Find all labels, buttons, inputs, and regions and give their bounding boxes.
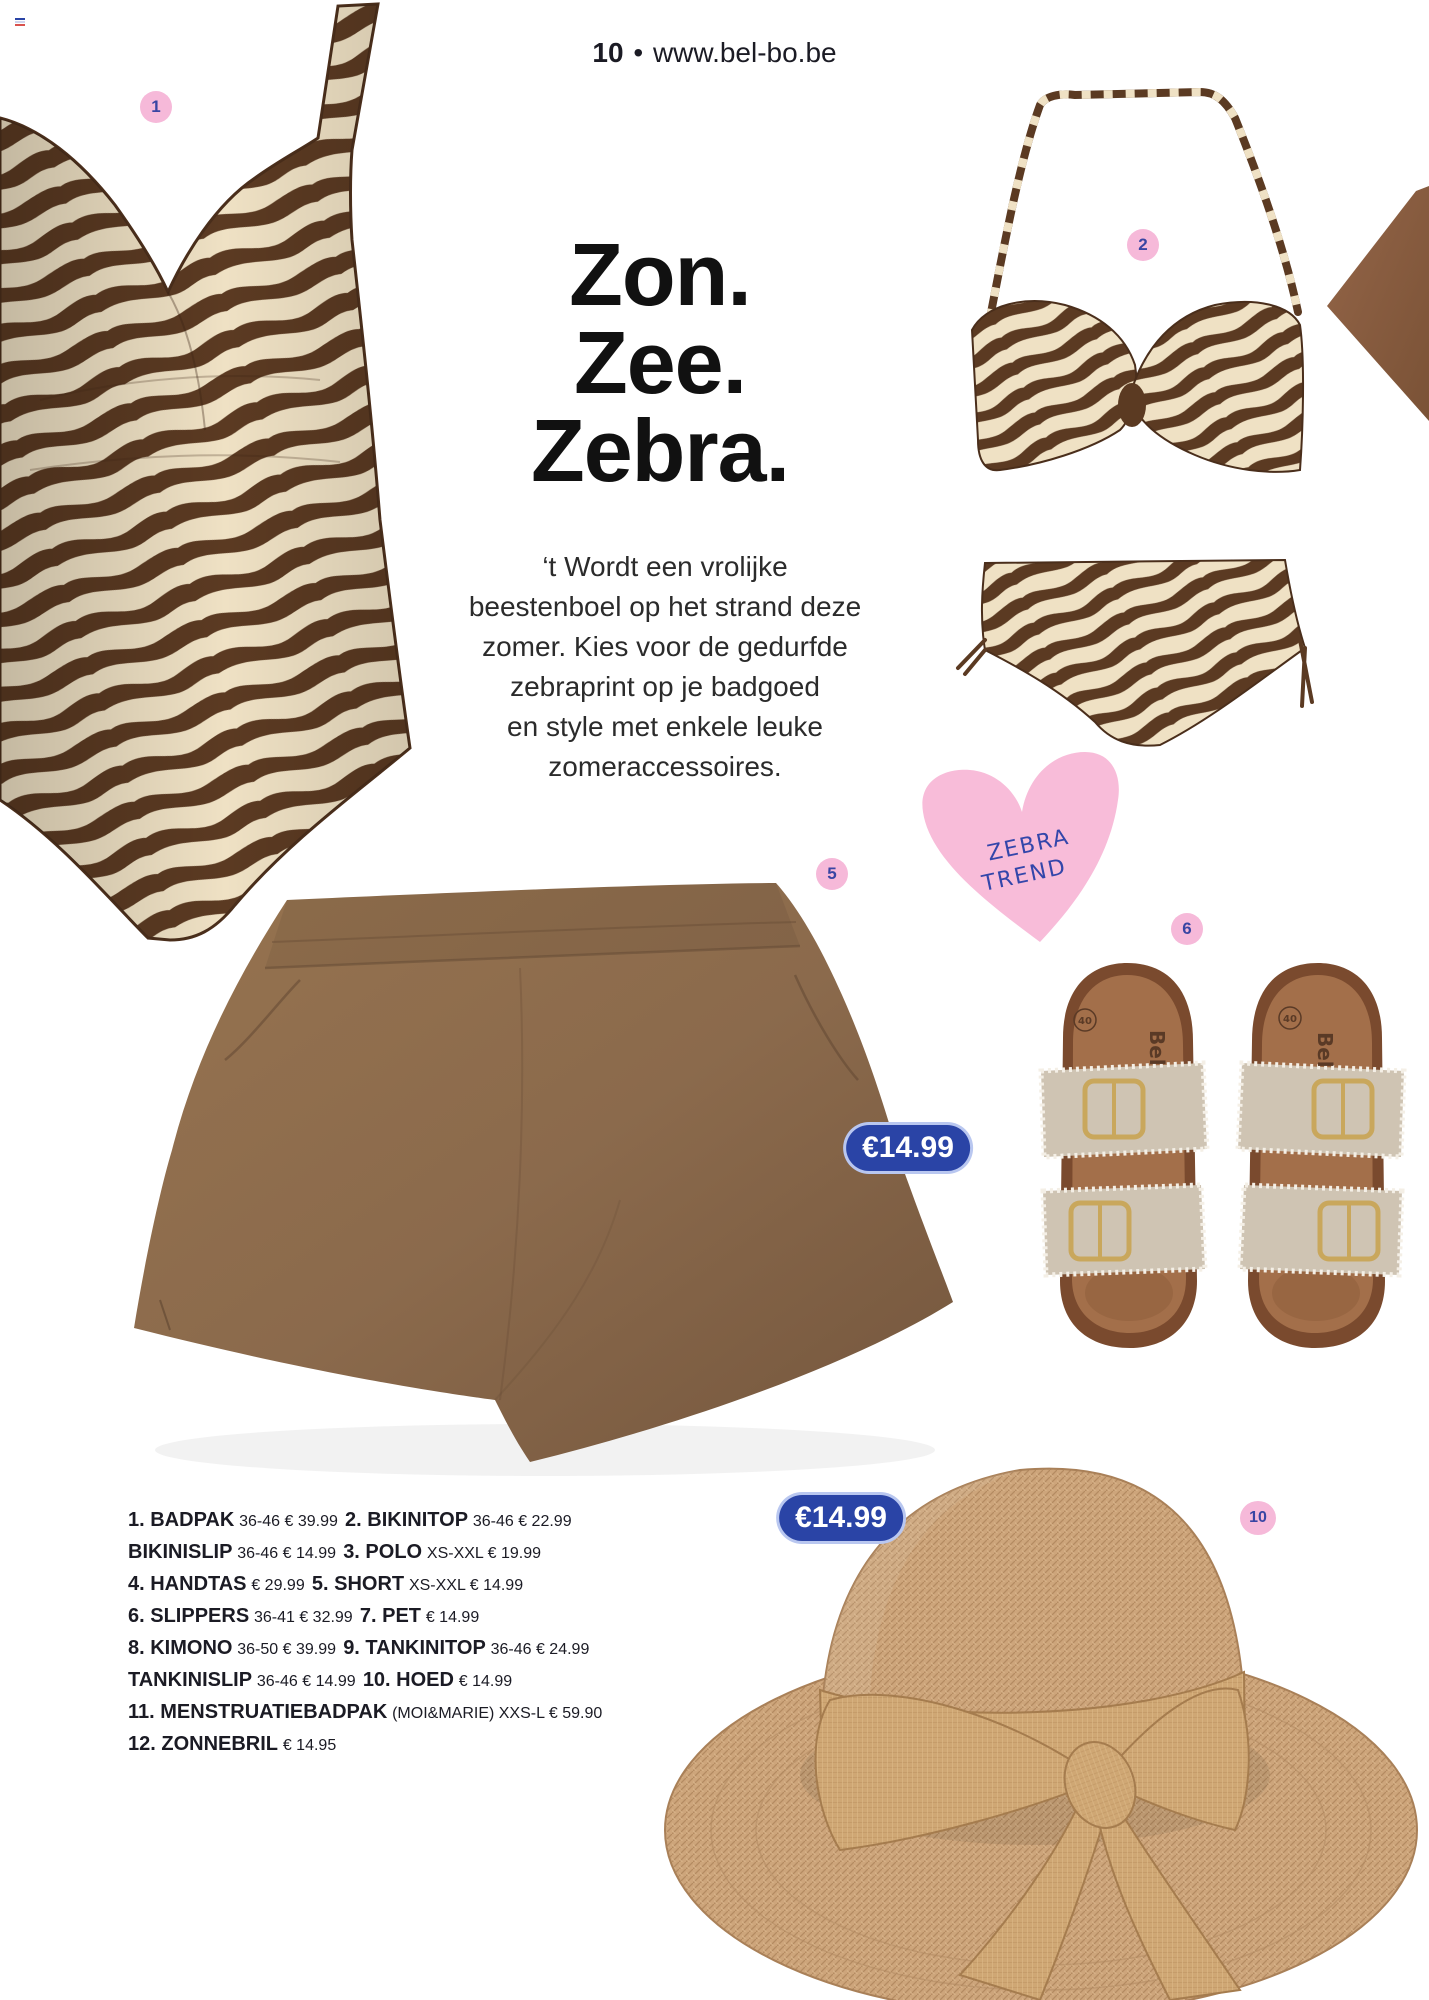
badge-bikini: 2: [1127, 229, 1159, 261]
product-name: 12. ZONNEBRIL: [128, 1733, 279, 1755]
bikinislip-image: [958, 560, 1312, 746]
product-list: [128, 1504, 748, 1760]
badge-slippers: 6: [1171, 913, 1203, 945]
page-number: 10: [592, 37, 624, 68]
product-list-line: [128, 1632, 748, 1664]
product-name: 2. BIKINITOP: [345, 1509, 469, 1531]
product-size-price: € 14.99: [458, 1673, 513, 1690]
product-size-price: 36-50 € 39.99: [237, 1641, 336, 1658]
product-list-line: [128, 1600, 748, 1632]
flag-icon: [15, 18, 25, 26]
product-size-price: (MOI&MARIE) XXS-L € 59.90: [392, 1705, 603, 1722]
website-url: www.bel-bo.be: [652, 37, 837, 68]
price-tag-hoed: €14.99: [779, 1495, 903, 1541]
product-size-price: € 14.99: [425, 1609, 480, 1626]
intro-line: en style met enkele leuke: [507, 711, 823, 742]
product-size-price: XS-XXL € 14.99: [408, 1577, 524, 1594]
product-name: 8. KIMONO: [128, 1637, 233, 1659]
bikinitop-image: [972, 92, 1303, 472]
hoed-image: [665, 1469, 1417, 2000]
product-size-price: 36-46 € 14.99: [256, 1673, 356, 1690]
sandal-left: [1041, 963, 1207, 1348]
headline-line-3: Zebra.: [530, 401, 790, 500]
insole-size-left: 40: [1078, 1016, 1092, 1027]
intro-line: zomeraccessoires.: [548, 751, 782, 782]
product-size-price: 36-46 € 14.99: [237, 1545, 336, 1562]
intro-line: zebraprint op je badgoed: [510, 671, 820, 702]
product-name: 1. BADPAK: [128, 1509, 235, 1531]
page-header: [0, 39, 1429, 67]
product-size-price: € 29.99: [251, 1577, 305, 1594]
short-image: [134, 883, 953, 1476]
sticker-line-trend: TREND: [979, 854, 1070, 897]
product-size-price: 36-41 € 32.99: [253, 1609, 353, 1626]
insole-size-right: 40: [1283, 1014, 1297, 1025]
product-size-price: € 14.95: [282, 1737, 337, 1754]
sticker-line-zebra: ZEBRA: [985, 824, 1073, 867]
insole-logo-right: Bel: [1313, 1032, 1337, 1068]
product-list-line: [128, 1696, 748, 1728]
product-name: BIKINISLIP: [128, 1541, 233, 1563]
product-name: 4. HANDTAS: [128, 1573, 247, 1595]
intro-line: zomer. Kies voor de gedurfde: [482, 631, 848, 662]
product-size-price: XS-XXL € 19.99: [426, 1545, 542, 1562]
badge-short: 5: [816, 858, 848, 890]
product-name: 7. PET: [359, 1605, 422, 1627]
zebra-trend-sticker: [922, 752, 1118, 942]
intro-line: ‘t Wordt een vrolijke: [542, 551, 788, 582]
product-name: 3. POLO: [343, 1541, 423, 1563]
headline: [460, 225, 860, 500]
badpak-image: [0, 4, 410, 940]
slippers-image: [1041, 963, 1404, 1348]
product-name: 5. SHORT: [311, 1573, 405, 1595]
product-list-line: [128, 1568, 748, 1600]
product-size-price: 36-46 € 22.99: [472, 1513, 572, 1530]
product-list-line: [128, 1728, 748, 1760]
insole-logo-left: Bel: [1145, 1030, 1169, 1066]
product-name: 6. SLIPPERS: [128, 1605, 250, 1627]
intro-line: beestenboel op het strand deze: [468, 591, 862, 622]
product-name: 11. MENSTRUATIEBADPAK: [128, 1701, 388, 1723]
product-list-line: [128, 1504, 748, 1536]
product-name: TANKINISLIP: [128, 1669, 253, 1691]
sandal-right: [1238, 963, 1404, 1348]
badge-badpak: 1: [140, 91, 172, 123]
badge-hoed: 10: [1240, 1501, 1276, 1535]
price-tag-short: €14.99: [846, 1125, 970, 1171]
header-bullet: •: [633, 37, 644, 68]
product-name: 9. TANKINITOP: [343, 1637, 486, 1659]
product-size-price: 36-46 € 24.99: [490, 1641, 590, 1658]
headline-line-1: Zon.: [569, 225, 751, 324]
intro-text: [445, 547, 885, 787]
towel-image: [1327, 186, 1429, 421]
headline-line-2: Zee.: [573, 313, 747, 412]
product-list-line: [128, 1536, 748, 1568]
product-size-price: 36-46 € 39.99: [239, 1513, 338, 1530]
product-name: 10. HOED: [362, 1669, 454, 1691]
product-list-line: [128, 1664, 748, 1696]
